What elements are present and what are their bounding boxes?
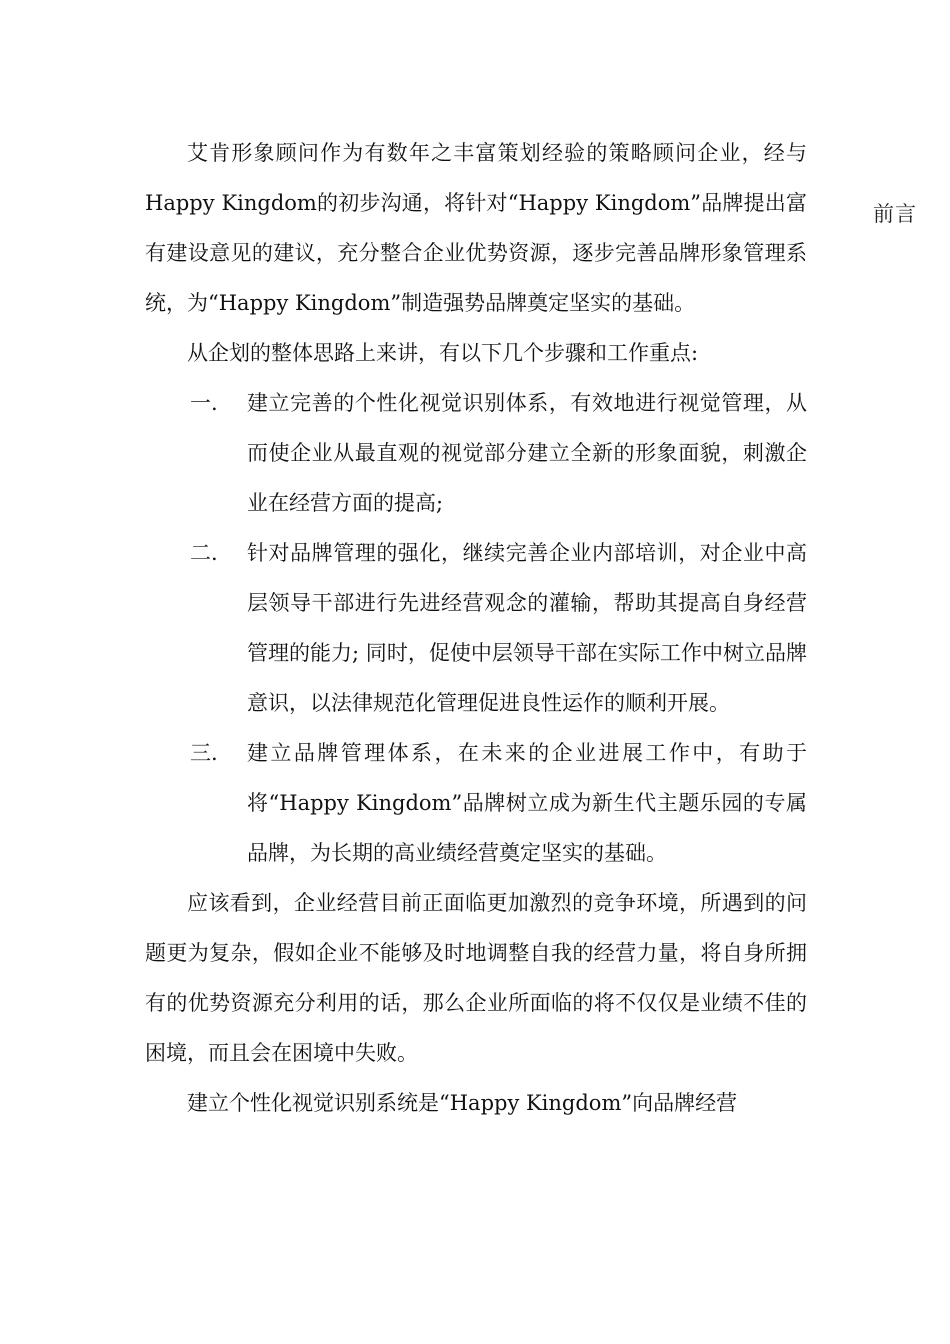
step-marker-2: 二.: [190, 541, 218, 565]
document-body: [145, 128, 807, 1128]
section-label-preface: 前言: [873, 202, 917, 226]
step-item-1: [145, 378, 807, 528]
step-item-3: [145, 728, 807, 878]
step-text-3: 建立品牌管理体系，在未来的企业进展工作中，有助于将“Happy Kingdom”品牌树立成为新生代主题乐园的专属品牌，为长期的高业绩经营奠定坚实的基础。: [247, 741, 807, 865]
steps-heading: 从企划的整体思路上来讲，有以下几个步骤和工作重点:: [187, 341, 699, 365]
step-text-1: 建立完善的个性化视觉识别体系，有效地进行视觉管理，从而使企业从最直观的视觉部分建立全新的形象面貌，刺激企业在经营方面的提高;: [247, 391, 807, 515]
closing-paragraph: 建立个性化视觉识别系统是“Happy Kingdom”向品牌经营: [187, 1091, 738, 1115]
competition-paragraph: 应该看到，企业经营目前正面临更加激烈的竞争环境，所遇到的问题更为复杂，假如企业不能够及时地调整自我的经营力量，将自身所拥有的优势资源充分利用的话，那么企业所面临的将不仅仅是业绩不佳的困境，而且会在困境中失败。: [145, 891, 807, 1065]
step-text-2: 针对品牌管理的强化，继续完善企业内部培训，对企业中高层领导干部进行先进经营观念的灌输，帮助其提高自身经营管理的能力; 同时，促使中层领导干部在实际工作中树立品牌意识，以法律规范化管理促进良性运作的顺利开展。: [247, 541, 807, 715]
intro-paragraph: 艾肯形象顾问作为有数年之丰富策划经验的策略顾问企业，经与Happy Kingdom的初步沟通，将针对“Happy Kingdom”品牌提出富有建设意见的建议，充分整合企业优势资源，逐步完善品牌形象管理系统，为“Happy Kingdom”制造强势品牌奠定坚实的基础。: [145, 141, 807, 315]
steps-list: [145, 378, 807, 878]
step-item-2: [145, 528, 807, 728]
step-marker-3: 三.: [190, 741, 218, 765]
step-marker-1: 一.: [190, 391, 218, 415]
